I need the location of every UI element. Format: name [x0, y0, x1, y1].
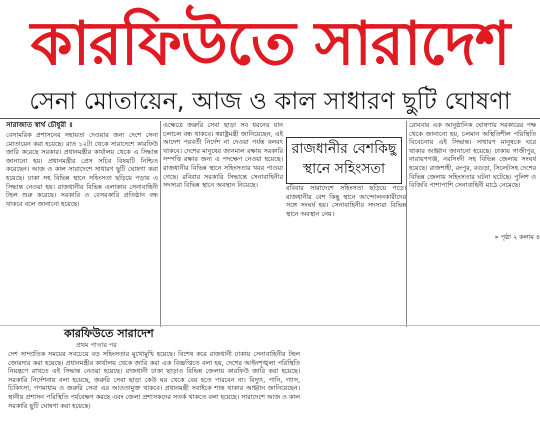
headline: কারফিউতে সারাদেশ [30, 9, 510, 79]
second-story-text: দেশ সাম্প্রতিক সময়ের সবচেয়ে বড় সহিংসতার মুখোমুখি হয়েছে। বিশেষ করে রাজধানী ঢাকায় সেনাবাহিনীর টহল জোরদার করা হয়েছে। প্রধানমন্ত্রীর কার্যালয় থেকে জারি করা এক বিজ্ঞপ্তিতে বলা হয়, দেশের আইনশৃঙ্খলা পরিস্থিতি নিয়ন্ত্রণে রাখতে এই সিদ্ধান্ত নেওয়া হয়েছে। রাজধানী ঢাকা ছাড়াও বিভিন্ন জেলায় কারফিউ জারি করা হয়েছে। সরকারি নির্দেশনায় বলা হয়েছে, জরুরি সেবা ছাড়া কেউ ঘর থেকে বের হতে পারবেন না। বিদ্যুৎ, পানি, গ্যাস, চিকিৎসা, গণমাধ্যম ও জরুরি সেবা এর আওতামুক্ত থাকবে। প্রধানমন্ত্রী সবাইকে শান্ত থাকার আহ্বান জানিয়েছেন। স্থানীয় প্রশাসন পরিস্থিতি পর্যবেক্ষণ করছে এবং জেলা প্রশাসকদের সতর্ক থাকতে বলা হয়েছে। সারাদেশে আজ ও কাল সরকারি ছুটি ঘোষণা করা হয়েছে। [8, 350, 300, 410]
main-story-col-2 [163, 121, 283, 327]
highlight-line-2: স্থানে সহিংসতা [302, 161, 386, 177]
column-divider [406, 121, 407, 327]
main-story-col-3 [409, 121, 536, 231]
second-story-label: প্রথম পাতার পর [76, 341, 117, 349]
continued-link[interactable]: » পৃষ্ঠা ২ কলাম ৪ [494, 233, 540, 241]
main-story-col-1 [6, 121, 158, 327]
box-story-text: রবিবার সারাদেশে সহিংসতা ছড়িয়ে পড়ে। রাজধানীর বেশ কিছু স্থানে আন্দোলনকারীদের সঙ্গে সংঘর্ষ হয়। সেনাবাহিনীর সদস্যরা বিভিন্ন স্থানে অবস্থান নেয়। [286, 184, 406, 218]
second-story-title: কারফিউতে সারাদেশ [64, 327, 154, 340]
headline-rule [0, 118, 540, 119]
main-story-text-1: বেসামরিক প্রশাসনের সহায়তা দেওয়ার জন্য দেশে সেনা মোতায়েন করা হয়েছে। রাত ১২টা থেকে সারাদেশে কারফিউ জারি করেছে সরকার। প্রধানমন্ত্রীর কার্যালয় থেকে এ সিদ্ধান্ত জানানো হয়। প্রধানমন্ত্রীর প্রেস সচিব বিষয়টি নিশ্চিত করেছেন। আজ ও কাল সারাদেশে সাধারণ ছুটি ঘোষণা করা হয়েছে। ঢাকা সহ বিভিন্ন স্থানে সহিংসতা ছড়িয়ে পড়ায় এ সিদ্ধান্ত নেওয়া হয়। রাজধানীর বিভিন্ন এলাকায় সেনাবাহিনী টহল শুরু করেছে। সরকারি ও বেসরকারি প্রতিষ্ঠান বন্ধ থাকবে বলে জানানো হয়েছে। [6, 131, 158, 208]
main-story-text-2: এক্ষেত্রে জরুরি সেবা ছাড়া সব ধরনের যান চলাচল বন্ধ থাকবে। স্বরাষ্ট্রমন্ত্রী জানিয়েছেন, এই আদেশ পরবর্তী নির্দেশ না দেওয়া পর্যন্ত বলবৎ থাকবে। দেশের মানুষের জানমাল রক্ষায় সরকারি সম্পত্তি রক্ষার জন্য এ পদক্ষেপ নেওয়া হয়েছে। রাজধানীর বিভিন্ন স্থানে সহিংসতার খবর পাওয়া গেছে। রবিবার সরকারি সিদ্ধান্তে সেনাবাহিনীর সদস্যরা বিভিন্ন স্থানে অবস্থান নিয়েছে। [163, 121, 283, 190]
box-story [286, 184, 406, 229]
highlight-line-1: রাজধানীর বেশকিছু [291, 141, 397, 157]
main-story-text-3: রোববার এক আনুষ্ঠানিক ঘোষণায় সরকারের পক্ষ থেকে জানানো হয়, চলমান অস্থিতিশীল পরিস্থিতি বিবেচনায় এই সিদ্ধান্ত। সাধারণ মানুষকে ঘরে থাকার আহ্বান জানানো হয়েছে। ঢাকায় গাজীপুর, নারায়ণগঞ্জ, নরসিংদী সহ বিভিন্ন জেলায় সংঘর্ষ হয়েছে। রাজশাহী, রংপুর, বগুড়া, সিলেটসহ দেশের বিভিন্ন জেলায় সহিংসতার ঘটনা ঘটেছে। পুলিশ ও বিজিবি পাশাপাশি সেনাবাহিনী মাঠে নেমেছে। [409, 121, 536, 190]
section-rule [0, 325, 540, 326]
column-divider [160, 121, 161, 327]
subheadline: সেনা মোতায়েন, আজ ও কাল সাধারণ ছুটি ঘোষণা [29, 87, 511, 115]
second-story-body [8, 350, 300, 440]
byline: সারাজাত স্বার্থ চৌধুরী ॥ [6, 121, 73, 129]
highlight-box [286, 137, 402, 184]
